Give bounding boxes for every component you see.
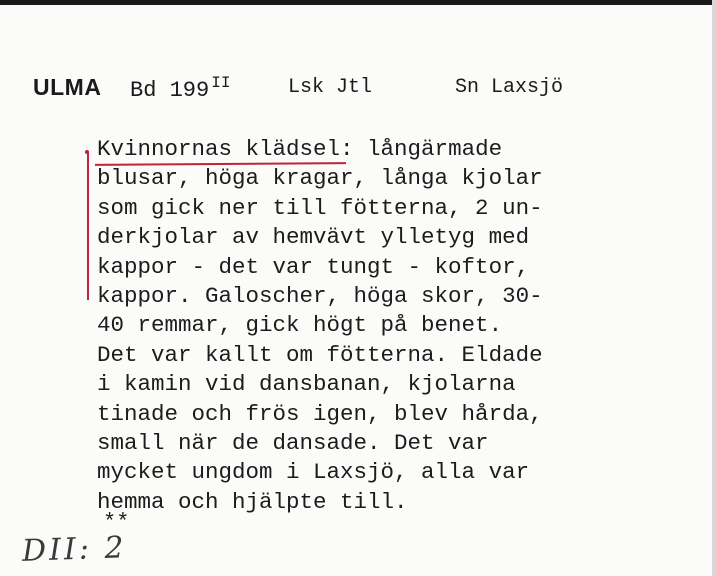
- text-line: [97, 135, 697, 164]
- card-top-edge: [0, 0, 716, 5]
- topic-text: Kvinnornas klädsel: [97, 136, 341, 162]
- text-line: mycket ungdom i Laxsjö, alla var: [97, 459, 530, 486]
- volume-suffix: II: [211, 74, 231, 92]
- red-margin-mark: [87, 152, 89, 300]
- text-line: tinade och frös igen, blev hårda,: [97, 400, 543, 427]
- volume-label: Bd 199: [130, 78, 210, 103]
- topic-heading: [97, 136, 340, 162]
- volume-number: [130, 74, 230, 103]
- text-line: kappor - det var tungt - koftor,: [97, 253, 530, 280]
- text-line: som gick ner till fötterna, 2 un-: [97, 194, 543, 221]
- handwritten-note: DII: 2: [21, 530, 128, 569]
- text-line: hemma och hjälpte till.: [97, 488, 408, 515]
- text-line: i kamin vid dansbanan, kjolarna: [97, 371, 516, 398]
- region-code: Lsk Jtl: [288, 76, 373, 99]
- card-body-text: [97, 135, 697, 517]
- parish-name: Sn Laxsjö: [455, 76, 564, 99]
- card-right-edge: [712, 0, 716, 576]
- archive-code: ULMA: [33, 74, 102, 100]
- text-line: derkjolar av hemvävt ylletyg med: [97, 224, 530, 251]
- stars-marker: **: [103, 510, 130, 535]
- text-line-rest: : långärmade: [340, 136, 503, 162]
- text-line: small när de dansade. Det var: [97, 430, 489, 457]
- card-header: [33, 68, 693, 104]
- text-line: blusar, höga kragar, långa kjolar: [97, 165, 543, 192]
- text-line: Det var kallt om fötterna. Eldade: [97, 341, 543, 368]
- text-line: kappor. Galoscher, höga skor, 30-: [97, 283, 543, 310]
- text-line: 40 remmar, gick högt på benet.: [97, 312, 503, 339]
